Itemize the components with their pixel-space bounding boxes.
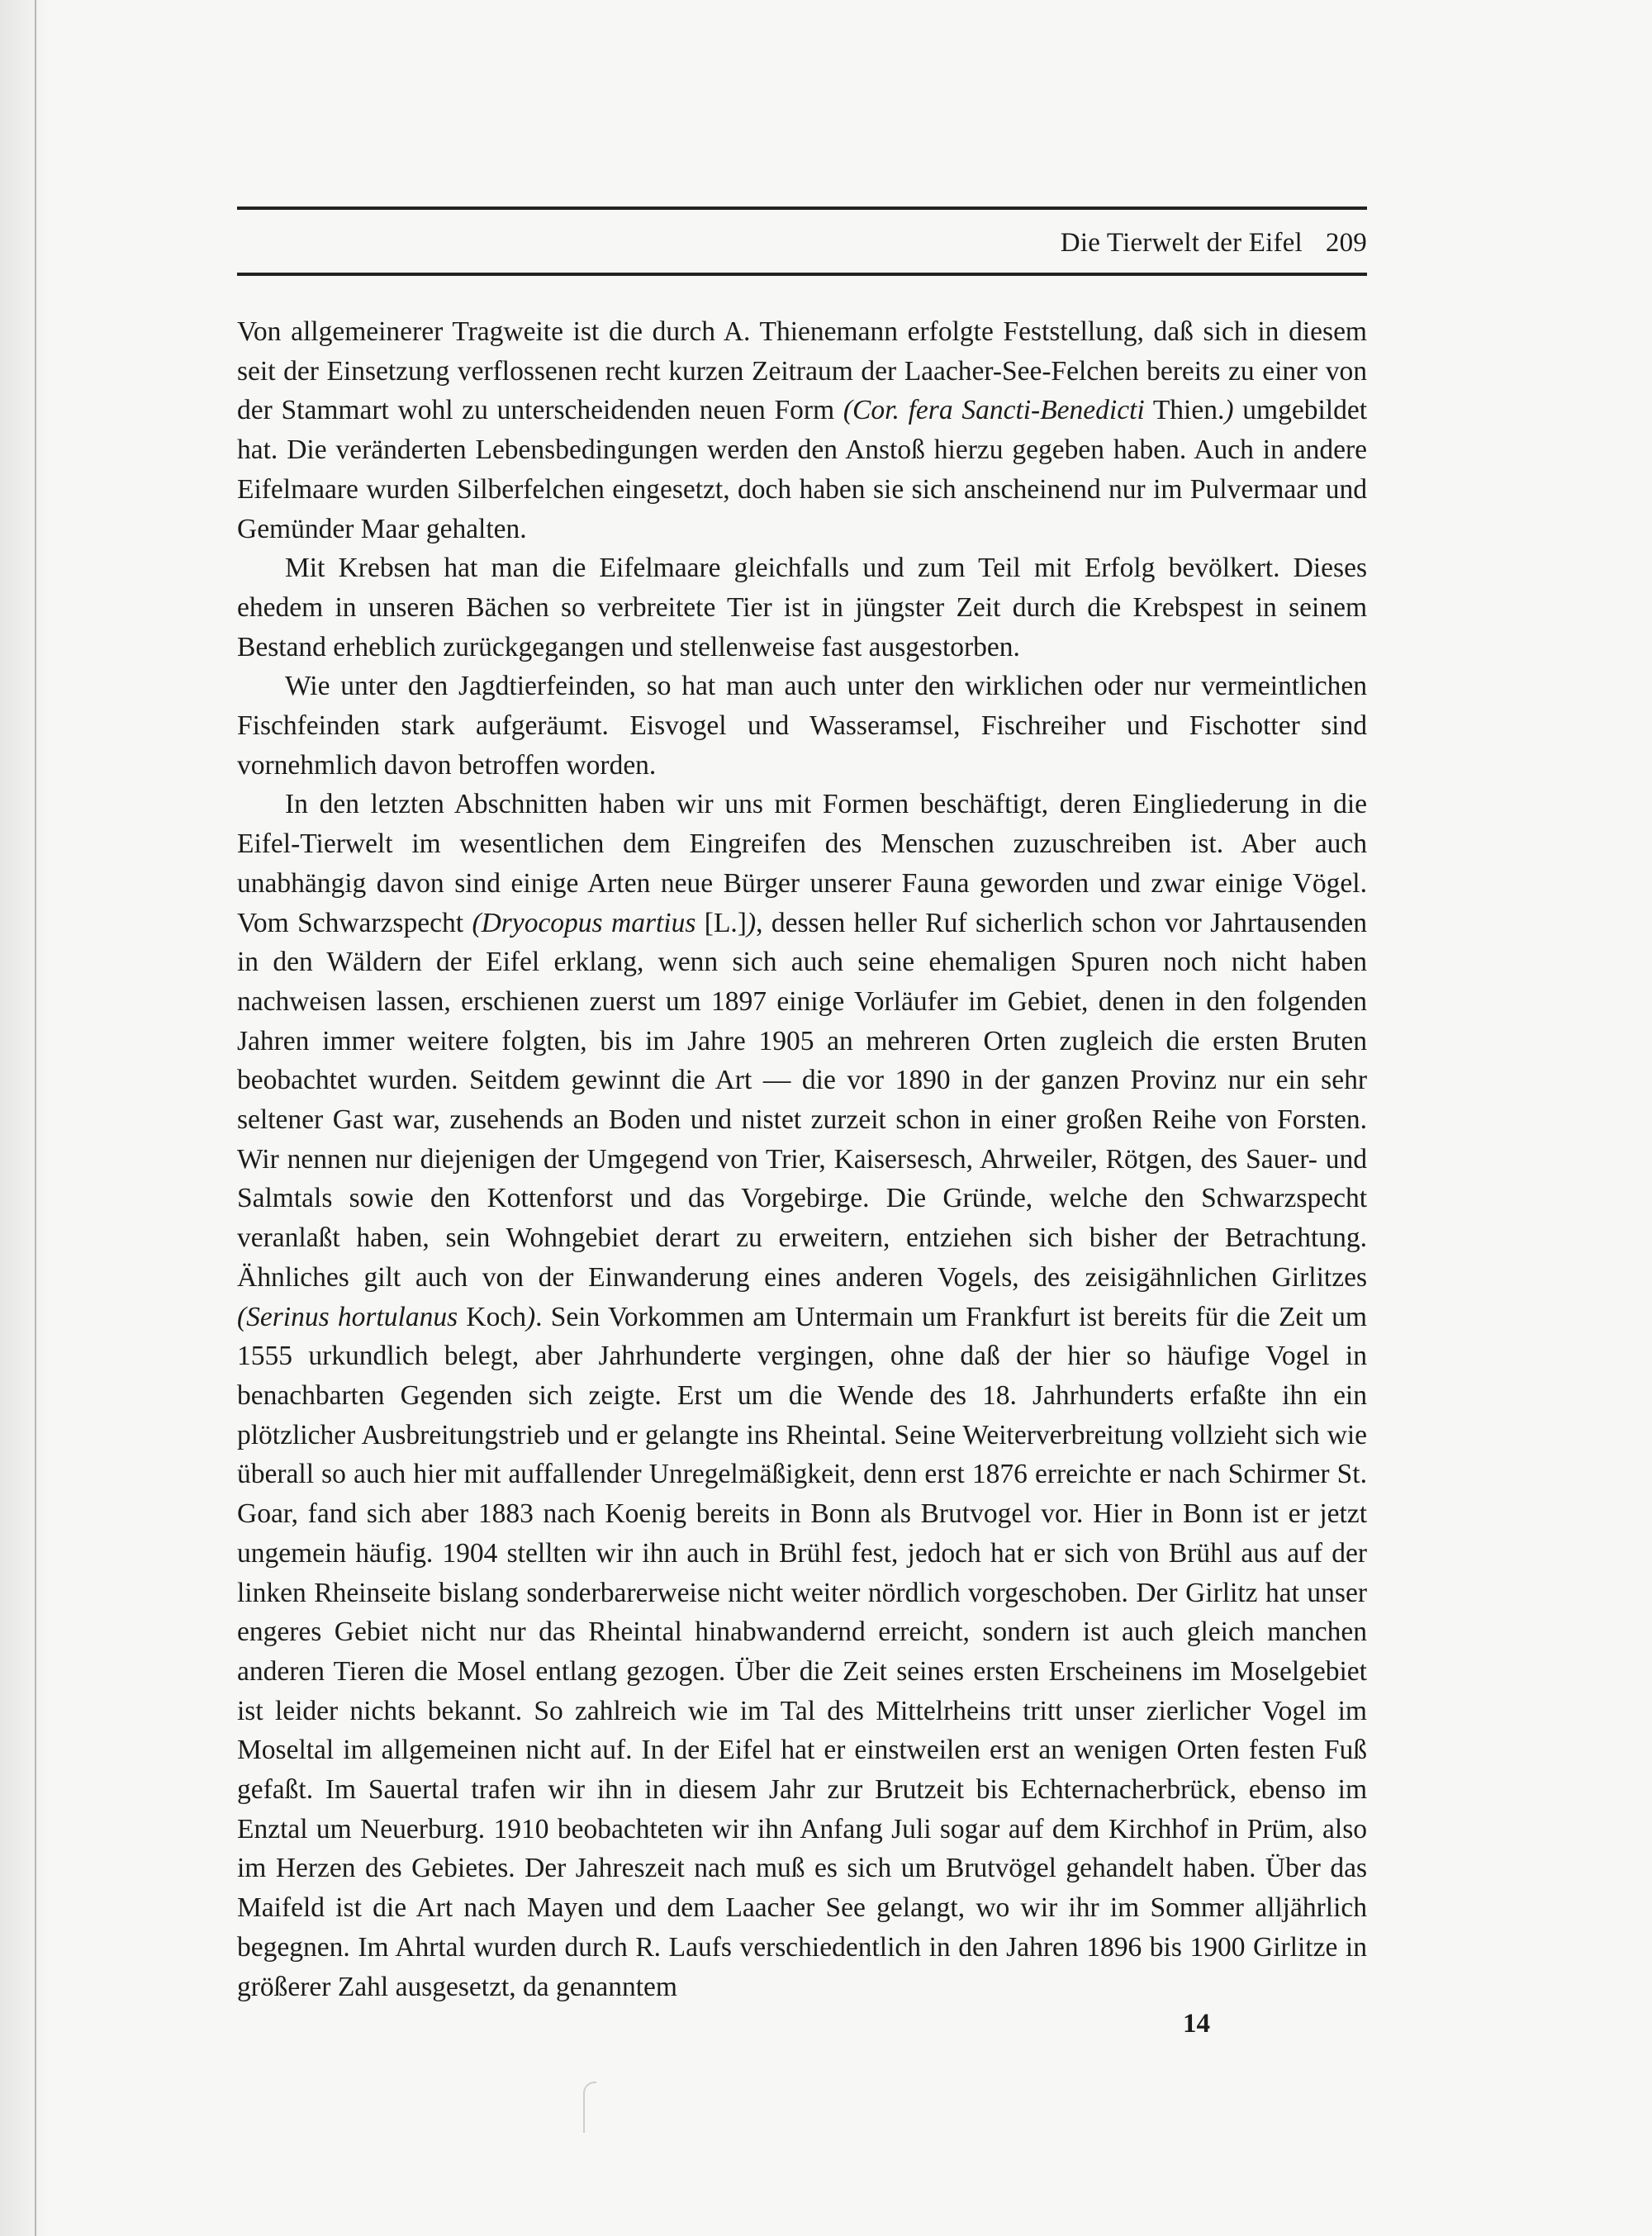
stray-pencil-mark (583, 2082, 596, 2133)
text-run: umgebildet hat. Die veränderten Lebensbedingungen werden den Anstoß hierzu gegeben haben. Auch in andere Eifelmaare wurden Silberfelchen eingesetzt, doch haben sie sich anscheinend nur im Pulvermaar und Gemünder Maar gehalten. (237, 395, 1367, 544)
text-run: Mit Krebsen hat man die Eifelmaare gleichfalls und zum Teil mit Erfolg bevölkert. Dieses ehedem in unseren Bächen so verbreitete Tier ist in jüngster Zeit durch die Krebspest in seinem Bestand erheblich zurückgegangen und stellenweise fast ausgestorben. (237, 553, 1367, 662)
italic-taxon-name: ) (525, 1301, 536, 1332)
paragraph (237, 667, 1367, 785)
running-title: Die Tierwelt der Eifel (1060, 228, 1303, 258)
text-run: Thien. (1144, 395, 1225, 426)
text-run: , dessen heller Ruf sicherlich schon vor Jahrtausenden in den Wäldern der Eifel erklang, wenn sich auch seine ehemaligen Spuren noch nicht haben nachweisen lassen, erschienen zuerst um 1897 einige Vorläufer im Gebiet, denen in den folgenden Jahren immer weitere folgten, bis im Jahre 1905 an mehreren Orten zugleich die ersten Bruten beobachtet wurden. Seitdem gewinnt die Art — die vor 1890 in der ganzen Provinz nur ein sehr seltener Gast war, zusehends an Boden und nistet zurzeit schon in einer großen Reihe von Forsten. Wir nennen nur diejenigen der Umgegend von Trier, Kaisersesch, Ahrweiler, Rötgen, des Sauer- und Salmtals sowie den Kottenforst und das Vorgebirge. Die Gründe, welche den Schwarzspecht veranlaßt haben, sein Wohngebiet derart zu erweitern, entziehen sich bisher der Betrachtung. Ähnliches gilt auch von der Einwanderung eines anderen Vogels, des zeisigähnlichen Girlitzes (237, 907, 1367, 1293)
text-run: Von allgemeinerer Tragweite ist die durch A. Thienemann erfolgte Feststellung, daß sich in diesem seit der Einsetzung verflossenen recht kurzen Zeitraum der Laacher-See-Felchen bereits zu einer von der Stammart wohl zu unterscheidenden neuen Form (237, 316, 1367, 426)
text-run: [L.] (695, 907, 747, 938)
italic-taxon-name: ) (746, 907, 757, 938)
header-rule-bottom (237, 273, 1367, 276)
body-text (237, 312, 1367, 2006)
italic-taxon-name: ) (1224, 395, 1234, 426)
page-number: 209 (1325, 228, 1367, 258)
running-header (237, 226, 1367, 259)
paragraph (237, 312, 1367, 548)
signature-mark: 14 (1183, 2009, 1210, 2039)
page-gutter-shadow (0, 0, 50, 2236)
paragraph (237, 548, 1367, 667)
italic-taxon-name: (Serinus hortulanus (237, 1301, 458, 1332)
text-run: Wie unter den Jagdtierfeinden, so hat man auch unter den wirklichen oder nur vermeintlichen Fischfeinden stark aufgeräumt. Eisvogel und Wasseramsel, Fischreiher und Fischotter sind vornehmlich davon betroffen worden. (237, 671, 1367, 781)
text-run: . Sein Vorkommen am Untermain um Frankfurt ist bereits für die Zeit um 1555 urkundlich belegt, aber Jahrhunderte vergingen, ohne daß der hier so häufige Vogel in benachbarten Gegenden sich zeigte. Erst um die Wende des 18. Jahrhunderts erfaßte ihn ein plötzlicher Ausbreitungstrieb und er gelangte ins Rheintal. Seine Weiterverbreitung vollzieht sich wie überall so auch hier mit auffallender Unregelmäßigkeit, denn erst 1876 erreichte er nach Schirmer St. Goar, fand sich aber 1883 nach Koenig bereits in Bonn als Brutvogel vor. Hier in Bonn ist er jetzt ungemein häufig. 1904 stellten wir ihn auch in Brühl fest, jedoch hat er sich von Brühl aus auf der linken Rheinseite bislang sonderbarerweise nicht weiter nördlich vorgeschoben. Der Girlitz hat unser engeres Gebiet nicht nur das Rheintal hinabwandernd erreicht, sondern ist auch gleich manchen anderen Tieren die Mosel entlang gezogen. Über die Zeit seines ersten Erscheinens im Moselgebiet ist leider nichts bekannt. So zahlreich wie im Tal des Mittelrheins tritt unser zierlicher Vogel im Moseltal im allgemeinen nicht auf. In der Eifel hat er einstweilen erst an wenigen Orten festen Fuß gefaßt. Im Sauertal trafen wir ihn in diesem Jahr zur Brutzeit bis Echternacherbrück, ebenso im Enztal um Neuerburg. 1910 beobachteten wir ihn Anfang Juli sogar auf dem Kirchhof in Prüm, also im Herzen des Gebietes. Der Jahreszeit nach muß es sich um Brutvögel gehandelt haben. Über das Maifeld ist die Art nach Mayen und dem Laacher See gelangt, wo wir ihr im Sommer alljährlich begegnen. Im Ahrtal wurden durch R. Laufs verschiedentlich in den Jahren 1896 bis 1900 Girlitze in größerer Zahl ausgesetzt, da genanntem (237, 1301, 1367, 2002)
paragraph (237, 785, 1367, 2006)
book-page (237, 207, 1367, 2006)
italic-taxon-name: (Dryocopus martius (472, 907, 696, 938)
text-run: Koch (458, 1301, 526, 1332)
italic-taxon-name: (Cor. fera Sancti-Benedicti (843, 395, 1145, 426)
page-gutter-line (35, 0, 36, 2236)
text-run: In den letzten Abschnitten haben wir uns mit Formen beschäftigt, deren Eingliederung in die Eifel-Tierwelt im wesentlichen dem Eingreifen des Menschen zuzuschreiben ist. Aber auch unabhängig davon sind einige Arten neue Bürger unserer Fauna geworden und zwar einige Vögel. Vom Schwarzspecht (237, 789, 1367, 938)
header-rule-top (237, 207, 1367, 210)
